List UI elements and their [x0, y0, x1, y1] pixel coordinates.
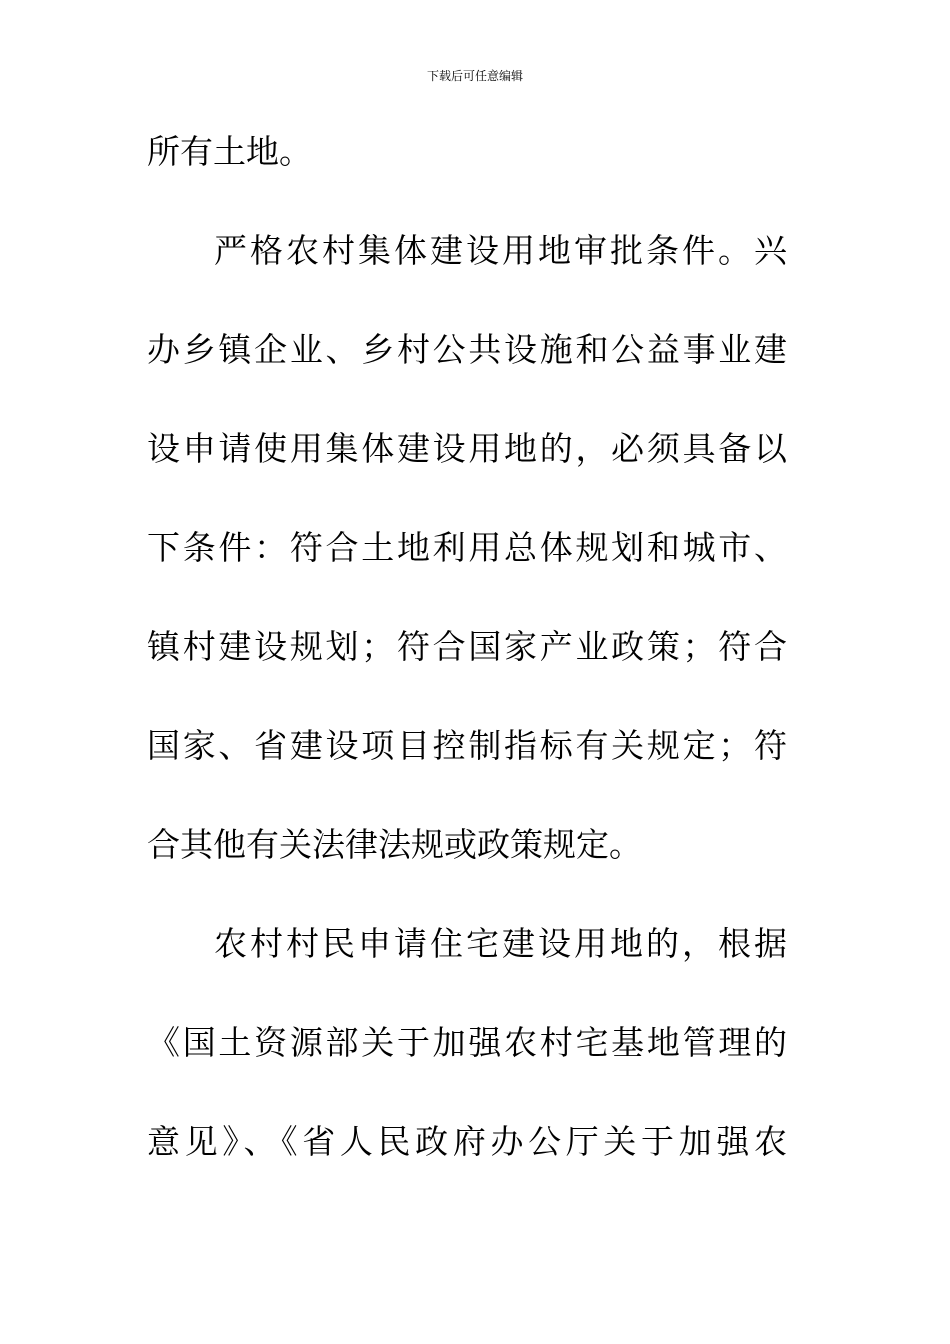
text-line: 意见》、《省人民政府办公厅关于加强农	[147, 1122, 787, 1161]
text-line: 国家、省建设项目控制指标有关规定；符	[147, 726, 787, 765]
text-line: 合其他有关法律法规或政策规定。	[147, 825, 642, 864]
text-line: 所有土地。	[147, 132, 312, 171]
text-line: 镇村建设规划；符合国家产业政策；符合	[147, 627, 787, 666]
header-note: 下载后可任意编辑	[426, 69, 523, 83]
text-line: 办乡镇企业、乡村公共设施和公益事业建	[147, 330, 787, 369]
text-line: 设申请使用集体建设用地的，必须具备以	[147, 429, 787, 468]
text-line: 《国土资源部关于加强农村宅基地管理的	[147, 1023, 787, 1062]
text-line: 下条件：符合土地利用总体规划和城市、	[147, 528, 787, 567]
body-text	[147, 124, 787, 1213]
text-line: 严格农村集体建设用地审批条件。兴	[214, 231, 787, 270]
text-line: 农村村民申请住宅建设用地的，根据	[214, 924, 787, 963]
